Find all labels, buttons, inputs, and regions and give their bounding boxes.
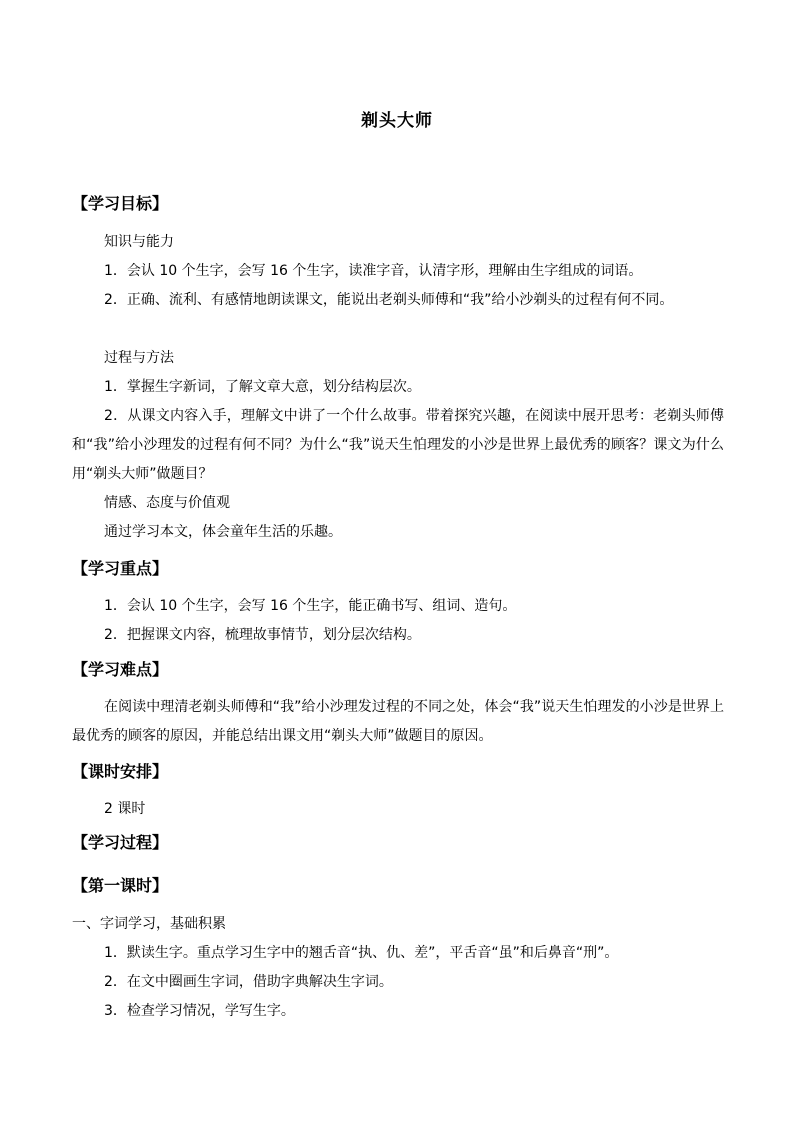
key-point-2: 2．把握课文内容，梳理故事情节，划分层次结构。 xyxy=(104,627,421,643)
key-point-1: 1．会认 10 个生字，会写 16 个生字，能正确书写、组词、造句。 xyxy=(104,598,517,614)
subheading-emotion: 情感、态度与价值观 xyxy=(104,495,230,511)
document-title: 剃头大师 xyxy=(361,111,433,131)
heading-first-lesson: 【第一课时】 xyxy=(72,876,169,895)
goal-item-1: 1．会认 10 个生字，会写 16 个生字，读准字音，认清字形，理解由生字组成的词语。 xyxy=(104,263,643,279)
goal-item-4: 2．从课文内容入手，理解文中讲了一个什么故事。带着探究兴趣，在阅读中展开思考：老剃头师傅和“我”给小沙理发的过程有何不同？为什么“我”说天生怕理发的小沙是世界上最优秀的顾客？课文为什么用“剃头大师”做题目？ xyxy=(72,408,724,482)
heading-difficulties: 【学习难点】 xyxy=(72,660,169,679)
heading-key-points: 【学习重点】 xyxy=(72,559,169,578)
difficulty-paragraph: 在阅读中理清老剃头师傅和“我”给小沙理发过程的不同之处，体会“我”说天生怕理发的小沙是世界上最优秀的顾客的原因，并能总结出课文用“剃头大师”做题目的原因。 xyxy=(72,699,724,744)
section-vocabulary: 一、字词学习，基础积累 xyxy=(72,916,226,932)
heading-learning-goals: 【学习目标】 xyxy=(72,194,169,213)
lesson-item-3: 3．检查学习情况，学写生字。 xyxy=(104,1003,295,1019)
schedule-text: 2 课时 xyxy=(104,801,146,817)
goal-item-2: 2．正确、流利、有感情地朗读课文，能说出老剃头师傅和“我”给小沙剃头的过程有何不同。 xyxy=(104,292,674,308)
heading-learning-process: 【学习过程】 xyxy=(72,833,169,852)
lesson-item-2: 2．在文中圈画生字词，借助字典解决生字词。 xyxy=(104,974,393,990)
goal-item-5: 通过学习本文，体会童年生活的乐趣。 xyxy=(104,524,342,540)
lesson-item-1: 1．默读生字。重点学习生字中的翘舌音“执、仇、差”，平舌音“虽”和后鼻音“刑”。 xyxy=(104,945,619,961)
goal-item-3: 1．掌握生字新词，了解文章大意，划分结构层次。 xyxy=(104,379,421,395)
subheading-process: 过程与方法 xyxy=(104,350,174,366)
heading-schedule: 【课时安排】 xyxy=(72,762,169,781)
subheading-knowledge: 知识与能力 xyxy=(104,234,174,250)
